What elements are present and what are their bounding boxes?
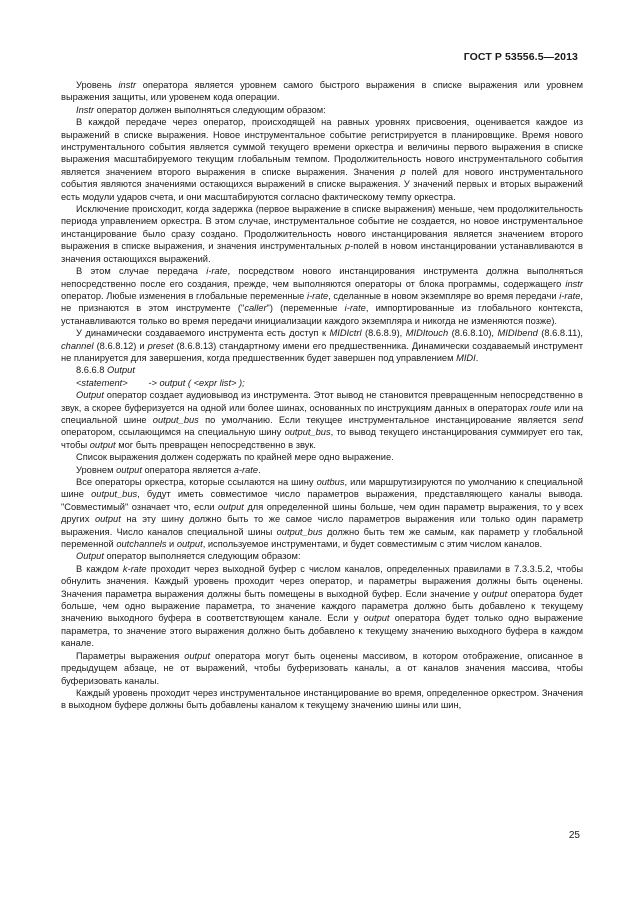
text-run: ") (переменные xyxy=(266,303,345,314)
text-run: Параметры выражения xyxy=(76,650,185,661)
text-run: , не признаются в этом инструменте (" xyxy=(61,290,583,314)
section-heading xyxy=(61,364,583,376)
text-run: оператора является уровнем самого быстрого выражения в списке выражения или уровнем выражения защиты, или уровенем кода операции. xyxy=(61,80,583,103)
paragraph xyxy=(61,476,583,550)
text-run: оператором, ссылающимся на специальную шину xyxy=(61,427,285,438)
italic-term: instr xyxy=(565,278,583,289)
text-run: , используемое инструментами, и будет совместимым с этим числом каналов. xyxy=(202,539,543,550)
text-run: , будут иметь совместимое число параметров выражения, представляющего каналы вывода. "Совместимый" означает что, если xyxy=(61,489,583,512)
standard-header: ГОСТ Р 53556.5—2013 xyxy=(463,51,578,63)
italic-term: MIDIctrl xyxy=(329,328,362,339)
text-run: оператора могут быть оценены массивом, в котором отображение, описанное в предыдущем абзаце, не от выражений, чтобы буферизовать каналы, а от каналов значения массива, чтобы буферизовать каналы. xyxy=(61,650,583,686)
paragraph xyxy=(61,327,583,364)
text-run: . xyxy=(475,352,479,363)
text-run: Все операторы оркестра, которые ссылаются на шину xyxy=(76,477,317,487)
text-run: , или маршрутизируются по умолчанию к специальной шине xyxy=(61,477,583,500)
italic-term: outbus xyxy=(316,477,345,487)
text-run: оператор создает аудиовывод из инструмента. Этот вывод не становится превращенным непосредственно в звук, а скорее буферизуется на одной или более шинах, основанных по инструкциям данных в операторах xyxy=(61,390,583,413)
text-run: Уровень xyxy=(76,80,119,90)
text-run: оператор должен выполняться следующим образом: xyxy=(94,104,326,115)
paragraph xyxy=(61,451,583,463)
text-run: , посредством нового инстанцирования инструмента должна выполняться непосредственно после его создания, прежде, чем выполняются операторы от блока программы, содержащего xyxy=(61,266,583,289)
text-run: (8.6.8.13) стандартному имени его предшественника. Динамически создаваемый инструмент не планируется для завершения, когда предшественник будет завершен под управлением xyxy=(61,340,583,363)
italic-term: p xyxy=(400,166,406,177)
italic-term: output_bus xyxy=(284,427,331,438)
paragraph xyxy=(61,79,583,104)
text-run: , импортированные из глобального контекста, устанавливаются только во время передачи инициализации каждого экземпляра и никогда не изменяются позже). xyxy=(61,303,583,326)
paragraph xyxy=(61,116,583,203)
paragraph xyxy=(61,563,583,650)
italic-term: p xyxy=(344,241,351,252)
text-run: мог быть превращен непосредственно в звук. xyxy=(115,439,316,450)
text-run: В этом случае передача xyxy=(76,266,207,277)
text-run: проходит через выходной буфер с числом каналов, определенных правилами в 7.3.3.5.2, чтобы обнулить значения. Каждый уровень проходит через оператор, и параметры выражения должны быть оценены. Значения параметра выражения должны быть помещены в выходной буфер. Если значение у xyxy=(61,563,583,599)
text-run: , сделанные в новом экземпляре во время передачи xyxy=(328,290,560,301)
italic-term: outchannels xyxy=(116,539,167,550)
italic-term: instr xyxy=(118,80,137,90)
text-run: оператора будет больше, чем одно выражение параметра, то значение каждого параметра должно быть добавлено к текущему значению выходного буфера в соответствующем канале. Если у xyxy=(61,588,583,624)
italic-term: Output xyxy=(107,365,135,376)
text-run: или на специальной шине xyxy=(61,402,583,425)
italic-term: MIDItouch xyxy=(405,328,449,339)
paragraph xyxy=(61,265,583,327)
paragraph xyxy=(61,650,583,687)
text-run: У динамически создаваемого инструмента есть доступ к xyxy=(76,328,330,339)
text-run: . xyxy=(258,464,261,475)
text-run: 8.6.6.8 xyxy=(76,365,108,376)
paragraph xyxy=(61,550,583,562)
italic-term: i-rate xyxy=(307,290,329,301)
italic-term: i-rate xyxy=(559,290,581,301)
italic-term: caller xyxy=(244,303,267,314)
text-run: (8.6.8.11), xyxy=(537,328,583,339)
text-run: оператора является xyxy=(141,464,234,475)
text-run: оператор. Любые изменения в глобальные переменные xyxy=(61,290,308,301)
italic-term: a-rate xyxy=(233,464,259,475)
paragraph xyxy=(61,464,583,476)
italic-term: k-rate xyxy=(122,563,147,574)
italic-term: route xyxy=(530,402,552,413)
text-run: на эту шину должно быть то же самое число параметров выражения или только один параметр выражения. Число каналов специальной шины xyxy=(61,514,583,537)
paragraph xyxy=(61,203,583,265)
text-run: (8.6.8.12) и xyxy=(93,340,148,351)
text-run: по умолчанию. Если текущее инструментальное инстанцирование является xyxy=(198,414,563,425)
text-run: (8.6.8.10), xyxy=(448,328,498,339)
text-run: оператор выполняется следующим образом: xyxy=(103,551,301,562)
italic-term: output xyxy=(363,613,390,624)
italic-term: i-rate xyxy=(206,266,228,277)
italic-term: output_bus xyxy=(91,489,138,500)
italic-term: output xyxy=(116,464,142,475)
document-body xyxy=(61,79,583,712)
italic-term: MIDI xyxy=(456,352,476,363)
text-run: оператора будет только одно выражение параметра, то значение этого выражения должно быть добавлено к текущему значению выходного буфера в каждом канале. xyxy=(61,613,583,649)
paragraph xyxy=(61,104,583,116)
italic-term: MIDIbend xyxy=(497,328,538,339)
italic-term: output_bus xyxy=(276,526,323,537)
syntax-line xyxy=(61,377,583,389)
page-number: 25 xyxy=(568,830,580,841)
italic-term: output xyxy=(481,588,508,599)
italic-term: output xyxy=(217,501,244,512)
italic-term: output xyxy=(176,539,203,550)
text-run: и xyxy=(166,539,177,550)
text-run: В каждой передаче через оператор, происходящей на равных уровнях присвоения, оценивается каждое из выражений в списке выражения. Новое инструментальное событие регистрируется в планировщике. Время нового инструментального события является суммой текущего времени оркестра и величины первого выражения в списке выражения масштабируемого текущим глобальным темпом. Продолжительность нового инструментального события является значением второго выражения в списке выражения. Значения xyxy=(61,117,583,177)
text-run: -полей в новом инстанцировании устанавливаются в значения остающихся выражений. xyxy=(61,241,583,264)
paragraph xyxy=(61,389,583,451)
text-run: полей для нового инструментального события являются значениями остающихся выражений в списке выражения. У значений первых и вторых выражений есть модули ударов счета, и они масштабируются согласно фактическому темпу оркестра. xyxy=(61,166,584,202)
text-run: для определенной шины больше, чем один параметр выражения, то у всех других xyxy=(61,501,583,525)
italic-term: Output xyxy=(76,390,104,401)
text-run: (8.6.8.9), xyxy=(361,328,406,339)
text-run: Список выражения должен содержать по крайней мере одно выражение. xyxy=(76,452,394,463)
italic-term: send xyxy=(562,414,583,425)
text-run: должно быть тем же самым, как параметр у глобальной переменной xyxy=(61,526,583,550)
italic-term: output xyxy=(94,514,121,525)
italic-term: channel xyxy=(61,340,94,351)
italic-term: <statement> -> output ( <expr list> ); xyxy=(76,377,245,388)
text-run: Уровнем xyxy=(76,464,117,475)
italic-term: output xyxy=(184,650,211,661)
italic-term: Instr xyxy=(76,104,95,115)
italic-term: Output xyxy=(76,551,104,562)
italic-term: i-rate xyxy=(344,303,366,314)
italic-term: output xyxy=(89,439,116,450)
text-run: Каждый уровень проходит через инструментальное инстанцирование во время, определенное оркестром. Значения в выходном буфере должны быть добавлены каналом к текущему значению шины или шин, xyxy=(61,687,583,711)
text-run: В каждом xyxy=(76,563,123,574)
text-run: Исключение происходит, когда задержка (первое выражение в списке выражения) меньше, чем продолжительность периода управлением оркестра. В этом случае, инструментальное событие не создается, но новое инструментальное инстанцирование было сразу создано. Продолжительность нового инстанцирования является значением второго выражения в списке выражения, и значения инструментальных xyxy=(61,204,583,252)
italic-term: preset xyxy=(147,340,174,351)
text-run: , то вывод текущего инстанцирования суммирует его так, чтобы xyxy=(61,427,583,450)
paragraph xyxy=(61,687,583,712)
italic-term: output_bus xyxy=(152,414,199,425)
